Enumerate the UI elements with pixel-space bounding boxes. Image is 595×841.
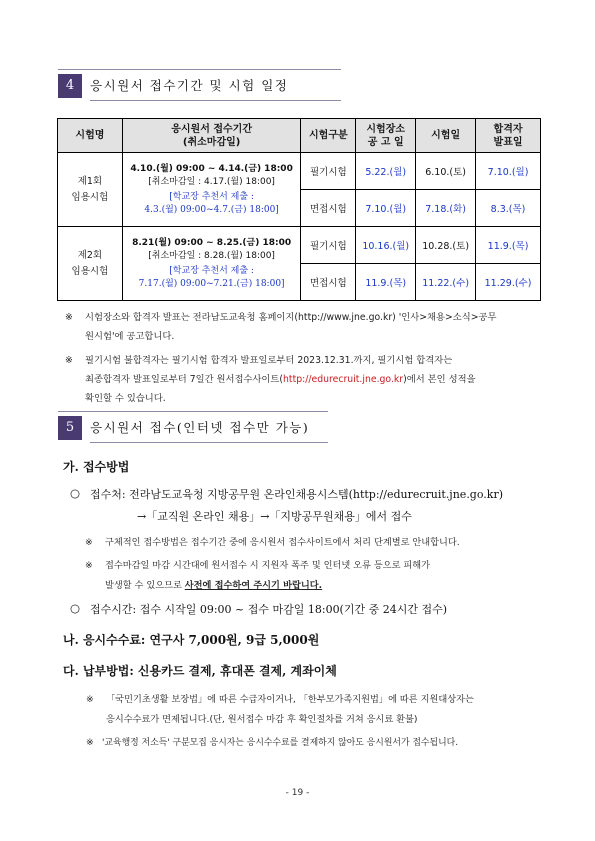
note-mark: ※ — [85, 537, 93, 548]
col-header-notice: 시험장소 공 고 일 — [356, 119, 416, 153]
result-cell: 11.29.(수) — [476, 264, 541, 301]
table-header-row — [58, 119, 541, 153]
note-fee-exemption: 「국민기초생활 보장법」에 따른 수급자이거나, 「한부모가족지원법」에 따른 지원대상자는 응시수수료가 면제됩니다.(단, 원서접수 마감 후 확인절차를 거쳐 응시료 환불) — [106, 694, 474, 725]
type-cell: 필기시험 — [301, 227, 356, 264]
note-venue-announcement: ※ 시험장소와 합격자 발표는 전라남도교육청 홈페이지(http://www.jne.go.kr) '인사>채용>소식>공무 원시험'에 공고합니다. — [65, 308, 545, 348]
application-hours: 접수시간: 접수 시작일 09:00 ~ 접수 마감일 18:00(기간 중 24시간 접수) — [90, 603, 448, 616]
type-cell: 필기시험 — [301, 153, 356, 190]
section-number: 5 — [58, 416, 82, 440]
exam-date-cell: 6.10.(토) — [416, 153, 476, 190]
result-cell: 7.10.(월) — [476, 153, 541, 190]
note-guidance: 구체적인 접수방법은 접수기간 중에 응시원서 접수사이트에서 처리 단계별로 안내합니다. — [105, 537, 460, 548]
divider — [90, 442, 328, 443]
exam-name-cell: 제1회 임용시험 — [58, 153, 123, 227]
col-header-exam-date: 시험일 — [416, 119, 476, 153]
note-mark: ※ — [65, 312, 73, 323]
page-number: - 19 - — [285, 788, 310, 798]
note-mark: ※ — [65, 355, 73, 366]
notice-cell: 7.10.(월) — [356, 190, 416, 227]
divider — [58, 411, 328, 412]
type-cell: 면접시험 — [301, 190, 356, 227]
exam-name-cell: 제2회 임용시험 — [58, 227, 123, 301]
note-deadline-warning: 접수마감일 마감 시간대에 원서접수 시 지원자 폭주 및 인터넷 오류 등으로 피해가 발생할 수 있으므로 사전에 접수하여 주시기 바랍니다. — [105, 560, 431, 591]
exam-schedule-table — [57, 118, 541, 301]
table-row — [58, 153, 541, 190]
exam-date-cell: 11.22.(수) — [416, 264, 476, 301]
note-score-check: ※ 필기시험 불합격자는 필기시험 합격자 발표일로부터 2023.12.31.까지, 필기시험 합격자는 최종합격자 발표일로부터 7일간 원서접수사이트(http://edurecruit.jne.go.kr)에서 본인 성적을 확인할 수 있습니다. — [65, 351, 545, 411]
divider — [58, 69, 341, 70]
note-low-income: '교육행정 저소득' 구분모집 응시자는 응시수수료를 결제하지 않아도 응시원서가 접수됩니다. — [102, 738, 459, 748]
col-header-type: 시험구분 — [301, 119, 356, 153]
divider — [90, 100, 341, 101]
note-mark: ※ — [86, 737, 94, 748]
edurecruit-link[interactable]: http://edurecruit.jne.go.kr — [283, 374, 404, 385]
bullet: ○ — [70, 486, 81, 500]
exam-date-cell: 7.18.(화) — [416, 190, 476, 227]
type-cell: 면접시험 — [301, 264, 356, 301]
application-path: →「교직원 온라인 채용」→「지방공무원채용」에서 접수 — [137, 510, 412, 523]
section-title: 응시원서 접수(인터넷 접수만 가능) — [90, 420, 310, 435]
result-cell: 11.9.(목) — [476, 227, 541, 264]
notice-cell: 11.9.(목) — [356, 264, 416, 301]
notice-cell: 5.22.(월) — [356, 153, 416, 190]
section-number: 4 — [58, 74, 82, 98]
notice-cell: 10.16.(월) — [356, 227, 416, 264]
subheading-application-method: 가. 접수방법 — [63, 460, 130, 474]
section-title: 응시원서 접수기간 및 시험 일정 — [90, 78, 289, 93]
note-mark: ※ — [86, 694, 94, 705]
application-site: 접수처: 전라남도교육청 지방공무원 온라인채용시스템(http://edurecruit.jne.go.kr) — [90, 488, 503, 501]
col-header-result: 합격자 발표일 — [476, 119, 541, 153]
bullet: ○ — [70, 601, 81, 615]
exam-date-cell: 10.28.(토) — [416, 227, 476, 264]
col-header-exam: 시험명 — [58, 119, 123, 153]
col-header-period: 응시원서 접수기간 (취소마감일) — [122, 119, 301, 153]
subheading-fee: 나. 응시수수료: 연구사 7,000원, 9급 5,000원 — [63, 633, 320, 647]
result-cell: 8.3.(목) — [476, 190, 541, 227]
subheading-payment: 다. 납부방법: 신용카드 결제, 휴대폰 결제, 계좌이체 — [63, 664, 337, 678]
period-cell: 8.21(월) 09:00 ~ 8.25.(금) 18:00 [취소마감일 : 8.28.(월) 18:00] [학교장 추천서 제출 : 7.17.(월) 09:00~7.21.(금) 18:00] — [122, 227, 301, 301]
table-row — [58, 227, 541, 264]
note-mark: ※ — [85, 560, 93, 571]
period-cell: 4.10.(월) 09:00 ~ 4.14.(금) 18:00 [취소마감일 : 4.17.(월) 18:00] [학교장 추천서 제출 : 4.3.(월) 09:00~4.7.(금) 18:00] — [122, 153, 301, 227]
